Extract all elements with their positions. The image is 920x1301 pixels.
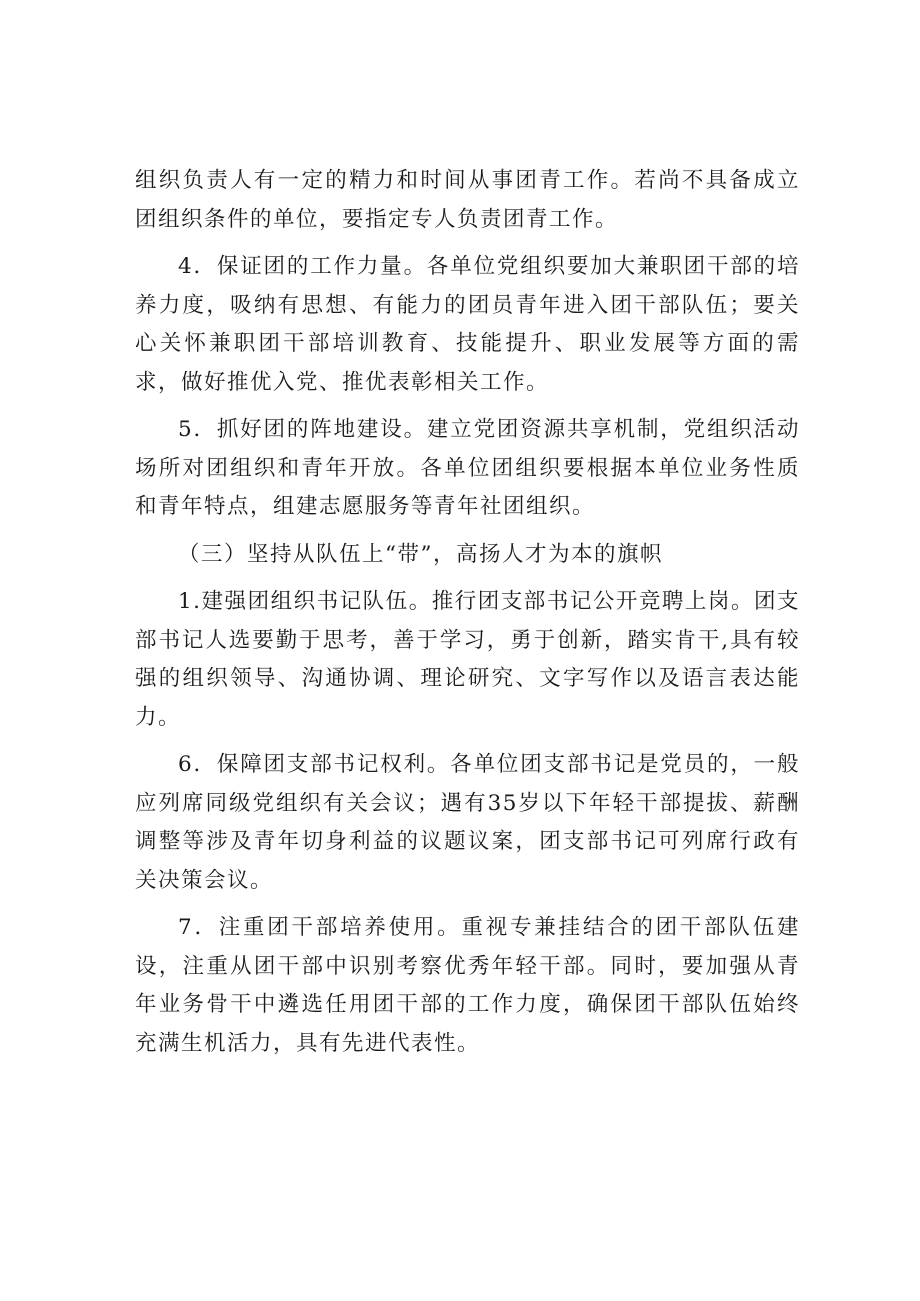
paragraph-item-7: 7．注重团干部培养使用。重视专兼挂结合的团干部队伍建设，注重从团干部中识别考察优秀年轻干部。同时，要加强从青年业务骨干中遴选任用团干部的工作力度，确保团干部队伍始终充满生机活力，具有先进代表性。 bbox=[135, 915, 800, 1056]
paragraph-item-6: 6．保障团支部书记权利。各单位团支部书记是党员的，一般应列席同级党组织有关会议；遇有35岁以下年轻干部提拔、薪酬调整等涉及青年切身利益的议题议案，团支部书记可列席行政有关决策会议。 bbox=[135, 752, 800, 893]
paragraph-continuation: 组织负责人有一定的精力和时间从事团青工作。若尚不具备成立团组织条件的单位，要指定专人负责团青工作。 bbox=[135, 168, 800, 232]
section-heading-3: （三）坚持从队伍上“带”，高扬人才为本的旗帜 bbox=[178, 541, 663, 567]
paragraph-item-4: 4．保证团的工作力量。各单位党组织要加大兼职团干部的培养力度，吸纳有思想、有能力的团员青年进入团干部队伍；要关心关怀兼职团干部培训教育、技能提升、职业发展等方面的需求，做好推优入党、推优表彰相关工作。 bbox=[135, 254, 800, 395]
paragraph-item-5: 5．抓好团的阵地建设。建立党团资源共享机制，党组织活动场所对团组织和青年开放。各单位团组织要根据本单位业务性质和青年特点，组建志愿服务等青年社团组织。 bbox=[135, 417, 800, 519]
paragraph-item-1: 1.建强团组织书记队伍。推行团支部书记公开竞聘上岗。团支部书记人选要勤于思考，善于学习，勇于创新，踏实肯干,具有较强的组织领导、沟通协调、理论研究、文字写作以及语言表达能力。 bbox=[135, 589, 800, 730]
document-body bbox=[135, 162, 800, 1072]
